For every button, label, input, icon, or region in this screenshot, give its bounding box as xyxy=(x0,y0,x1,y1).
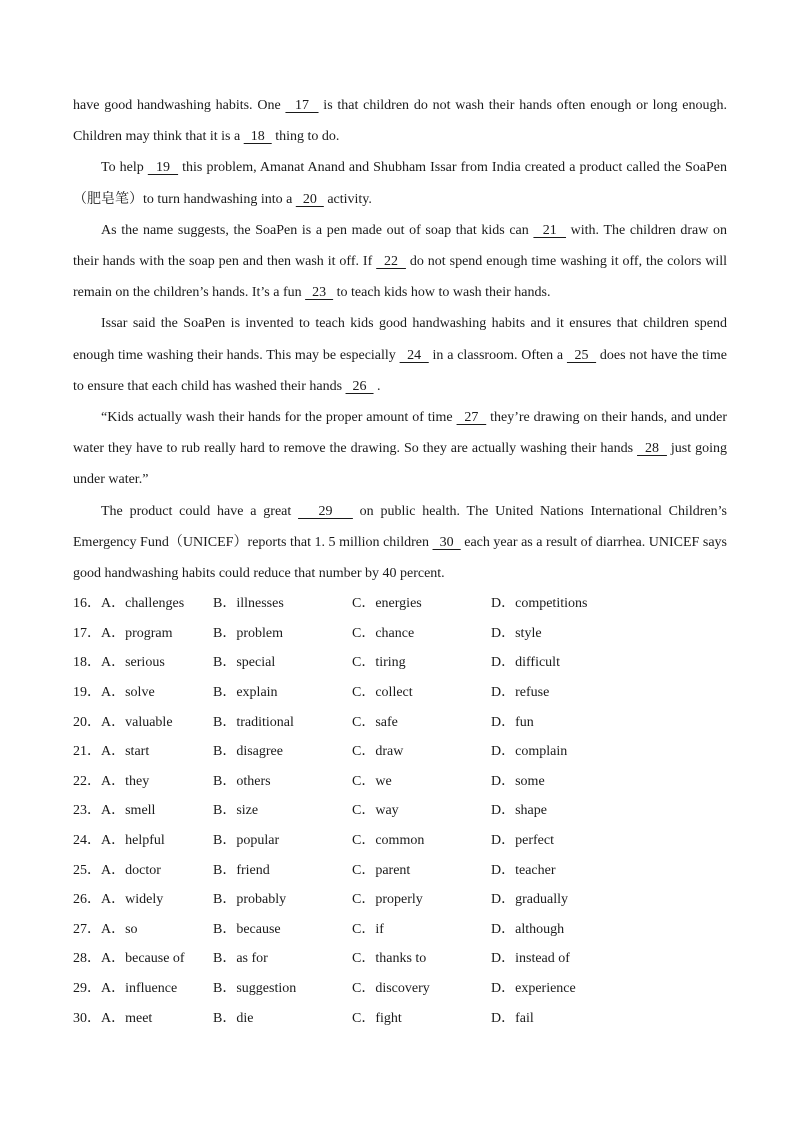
passage-paragraph xyxy=(73,308,727,402)
question-number: 23． xyxy=(73,803,101,819)
question-number: 28． xyxy=(73,951,101,967)
question-number: 24． xyxy=(73,833,101,848)
cloze-passage xyxy=(73,90,727,589)
cloze-blank: 29 xyxy=(298,503,353,519)
option-a: A．doctor xyxy=(101,862,161,878)
question-row xyxy=(73,648,727,678)
passage-text: on public health. The United Nations International Children’s Emergency Fund（UNICEF）reports that 1. 5 million children xyxy=(73,503,727,550)
option-c: C．way xyxy=(352,803,399,819)
question-row xyxy=(73,856,727,886)
option-b: B．size xyxy=(213,803,259,819)
passage-text: The product could have a great xyxy=(101,503,299,519)
option-a: A．challenges xyxy=(101,596,185,612)
question-number: 25． xyxy=(73,862,101,878)
option-a: A．valuable xyxy=(101,714,173,730)
passage-text: with. The children draw on their hands with the soap pen and then wash it off. If xyxy=(73,222,728,270)
question-number: 26． xyxy=(73,892,101,908)
question-number: 16． xyxy=(73,596,101,612)
question-number: 18． xyxy=(73,655,101,671)
question-row xyxy=(73,915,727,945)
option-d: D．fun xyxy=(491,714,534,730)
option-b: B．as for xyxy=(213,951,268,967)
passage-text: is that children do not wash their hands often enough or long enough. Children may think that it is a xyxy=(73,98,727,145)
question-row xyxy=(73,619,727,649)
option-d: D．competitions xyxy=(491,596,588,612)
passage-text: have good handwashing habits. One xyxy=(73,98,286,113)
question-row xyxy=(73,796,727,826)
question-number: 29． xyxy=(73,980,101,996)
question-row xyxy=(73,678,727,708)
passage-paragraph xyxy=(73,90,727,152)
question-number: 17． xyxy=(73,625,101,641)
question-row xyxy=(73,1004,727,1034)
cloze-blank: 26 xyxy=(345,378,374,394)
option-a: A．helpful xyxy=(101,833,165,848)
cloze-blank: 21 xyxy=(533,222,567,238)
question-row xyxy=(73,944,727,974)
option-d: D．although xyxy=(491,921,565,937)
passage-text: just going under water.” xyxy=(73,441,727,488)
option-a: A．widely xyxy=(101,892,164,908)
cloze-blank: 22 xyxy=(376,254,406,270)
passage-text: they’re drawing on their hands, and under water they have to rub really hard to remove the drawing. So they are actually washing their hands xyxy=(73,410,727,457)
passage-text: . xyxy=(373,378,381,394)
question-number: 27． xyxy=(73,921,101,937)
option-a: A．influence xyxy=(101,980,178,996)
option-b: B．friend xyxy=(213,862,270,878)
option-a: A．serious xyxy=(101,655,165,671)
passage-text: thing to do. xyxy=(271,129,340,145)
passage-paragraph xyxy=(73,402,727,496)
option-a: A．so xyxy=(101,921,138,937)
cloze-blank: 27 xyxy=(456,410,487,426)
option-c: C．common xyxy=(352,833,425,848)
option-c: C．fight xyxy=(352,1010,402,1026)
question-number: 20． xyxy=(73,714,101,730)
option-d: D．teacher xyxy=(491,862,556,878)
question-number: 21． xyxy=(73,744,101,760)
option-c: C．if xyxy=(352,921,384,937)
cloze-blank: 20 xyxy=(295,191,324,207)
option-b: B．popular xyxy=(213,833,280,848)
option-c: C．safe xyxy=(352,714,398,730)
option-a: A．program xyxy=(101,625,173,641)
passage-paragraph xyxy=(73,496,727,590)
cloze-blank: 25 xyxy=(566,347,597,363)
passage-text: this problem, Amanat Anand and Shubham Issar from India created a product called the SoaPen（肥皂笔）to turn handwashing into a xyxy=(73,160,727,207)
question-row xyxy=(73,885,727,915)
cloze-blank: 19 xyxy=(147,160,179,176)
question-row xyxy=(73,737,727,767)
passage-text: As the name suggests, the SoaPen is a pen made out of soap that kids can xyxy=(101,222,534,238)
option-b: B．traditional xyxy=(213,714,294,730)
option-d: D．shape xyxy=(491,803,547,819)
option-a: A．meet xyxy=(101,1010,153,1026)
cloze-blank: 30 xyxy=(432,534,461,550)
option-b: B．because xyxy=(213,921,281,937)
option-d: D．perfect xyxy=(491,833,554,848)
passage-text: each year as a result of diarrhea. UNICEF says good handwashing habits could reduce that number by 40 percent. xyxy=(73,534,727,582)
passage-text: in a classroom. Often a xyxy=(428,347,567,363)
option-b: B．explain xyxy=(213,685,278,701)
option-c: C．we xyxy=(352,773,392,789)
option-d: D．style xyxy=(491,625,542,641)
option-d: D．complain xyxy=(491,744,568,760)
option-c: C．properly xyxy=(352,892,423,908)
option-d: D．experience xyxy=(491,980,576,996)
option-c: C．parent xyxy=(352,862,411,878)
option-a: A．because of xyxy=(101,951,185,967)
option-b: B．die xyxy=(213,1010,254,1026)
question-row xyxy=(73,589,727,619)
option-d: D．difficult xyxy=(491,655,560,671)
option-b: B．illnesses xyxy=(213,596,284,612)
option-a: A．smell xyxy=(101,803,156,819)
passage-text: do not spend enough time washing it off, the colors will remain on the children’s hands. It’s a fun xyxy=(73,254,727,301)
cloze-blank: 28 xyxy=(637,441,667,457)
question-row xyxy=(73,974,727,1004)
option-b: B．suggestion xyxy=(213,980,297,996)
passage-paragraph xyxy=(73,152,727,214)
option-d: D．fail xyxy=(491,1010,534,1026)
exam-page xyxy=(73,90,727,1033)
passage-text: does not have the time to ensure that each child has washed their hands xyxy=(73,347,727,394)
option-c: C．thanks to xyxy=(352,951,427,967)
option-a: A．solve xyxy=(101,685,155,701)
option-c: C．draw xyxy=(352,744,404,760)
question-number: 19． xyxy=(73,685,101,701)
option-c: C．collect xyxy=(352,685,413,701)
option-a: A．they xyxy=(101,773,150,789)
passage-text: “Kids actually wash their hands for the proper amount of time xyxy=(101,410,457,426)
passage-text: Issar said the SoaPen is invented to teach kids good handwashing habits and it ensures that children spend enough time washing their hands. This may be especially xyxy=(73,316,727,363)
cloze-blank: 24 xyxy=(399,347,429,363)
option-b: B．problem xyxy=(213,625,283,641)
option-d: D．some xyxy=(491,773,545,789)
option-b: B．others xyxy=(213,773,271,789)
option-d: D．refuse xyxy=(491,685,550,701)
option-b: B．disagree xyxy=(213,744,283,760)
passage-text: To help xyxy=(101,160,148,176)
passage-paragraph xyxy=(73,215,727,309)
question-row xyxy=(73,826,727,856)
passage-text: activity. xyxy=(323,191,372,207)
cloze-blank: 23 xyxy=(305,285,334,301)
question-row xyxy=(73,708,727,738)
option-b: B．probably xyxy=(213,892,287,908)
option-c: C．tiring xyxy=(352,655,406,671)
question-number: 22． xyxy=(73,773,101,789)
cloze-blank: 18 xyxy=(243,129,272,145)
cloze-blank: 17 xyxy=(285,98,319,113)
option-c: C．energies xyxy=(352,596,422,612)
option-c: C．chance xyxy=(352,625,415,641)
option-d: D．instead of xyxy=(491,951,570,967)
option-d: D．gradually xyxy=(491,892,568,908)
question-number: 30． xyxy=(73,1010,101,1026)
option-c: C．discovery xyxy=(352,980,430,996)
passage-text: to teach kids how to wash their hands. xyxy=(333,285,551,301)
question-row xyxy=(73,767,727,797)
option-b: B．special xyxy=(213,655,276,671)
option-a: A．start xyxy=(101,744,150,760)
answer-options xyxy=(73,589,727,1033)
